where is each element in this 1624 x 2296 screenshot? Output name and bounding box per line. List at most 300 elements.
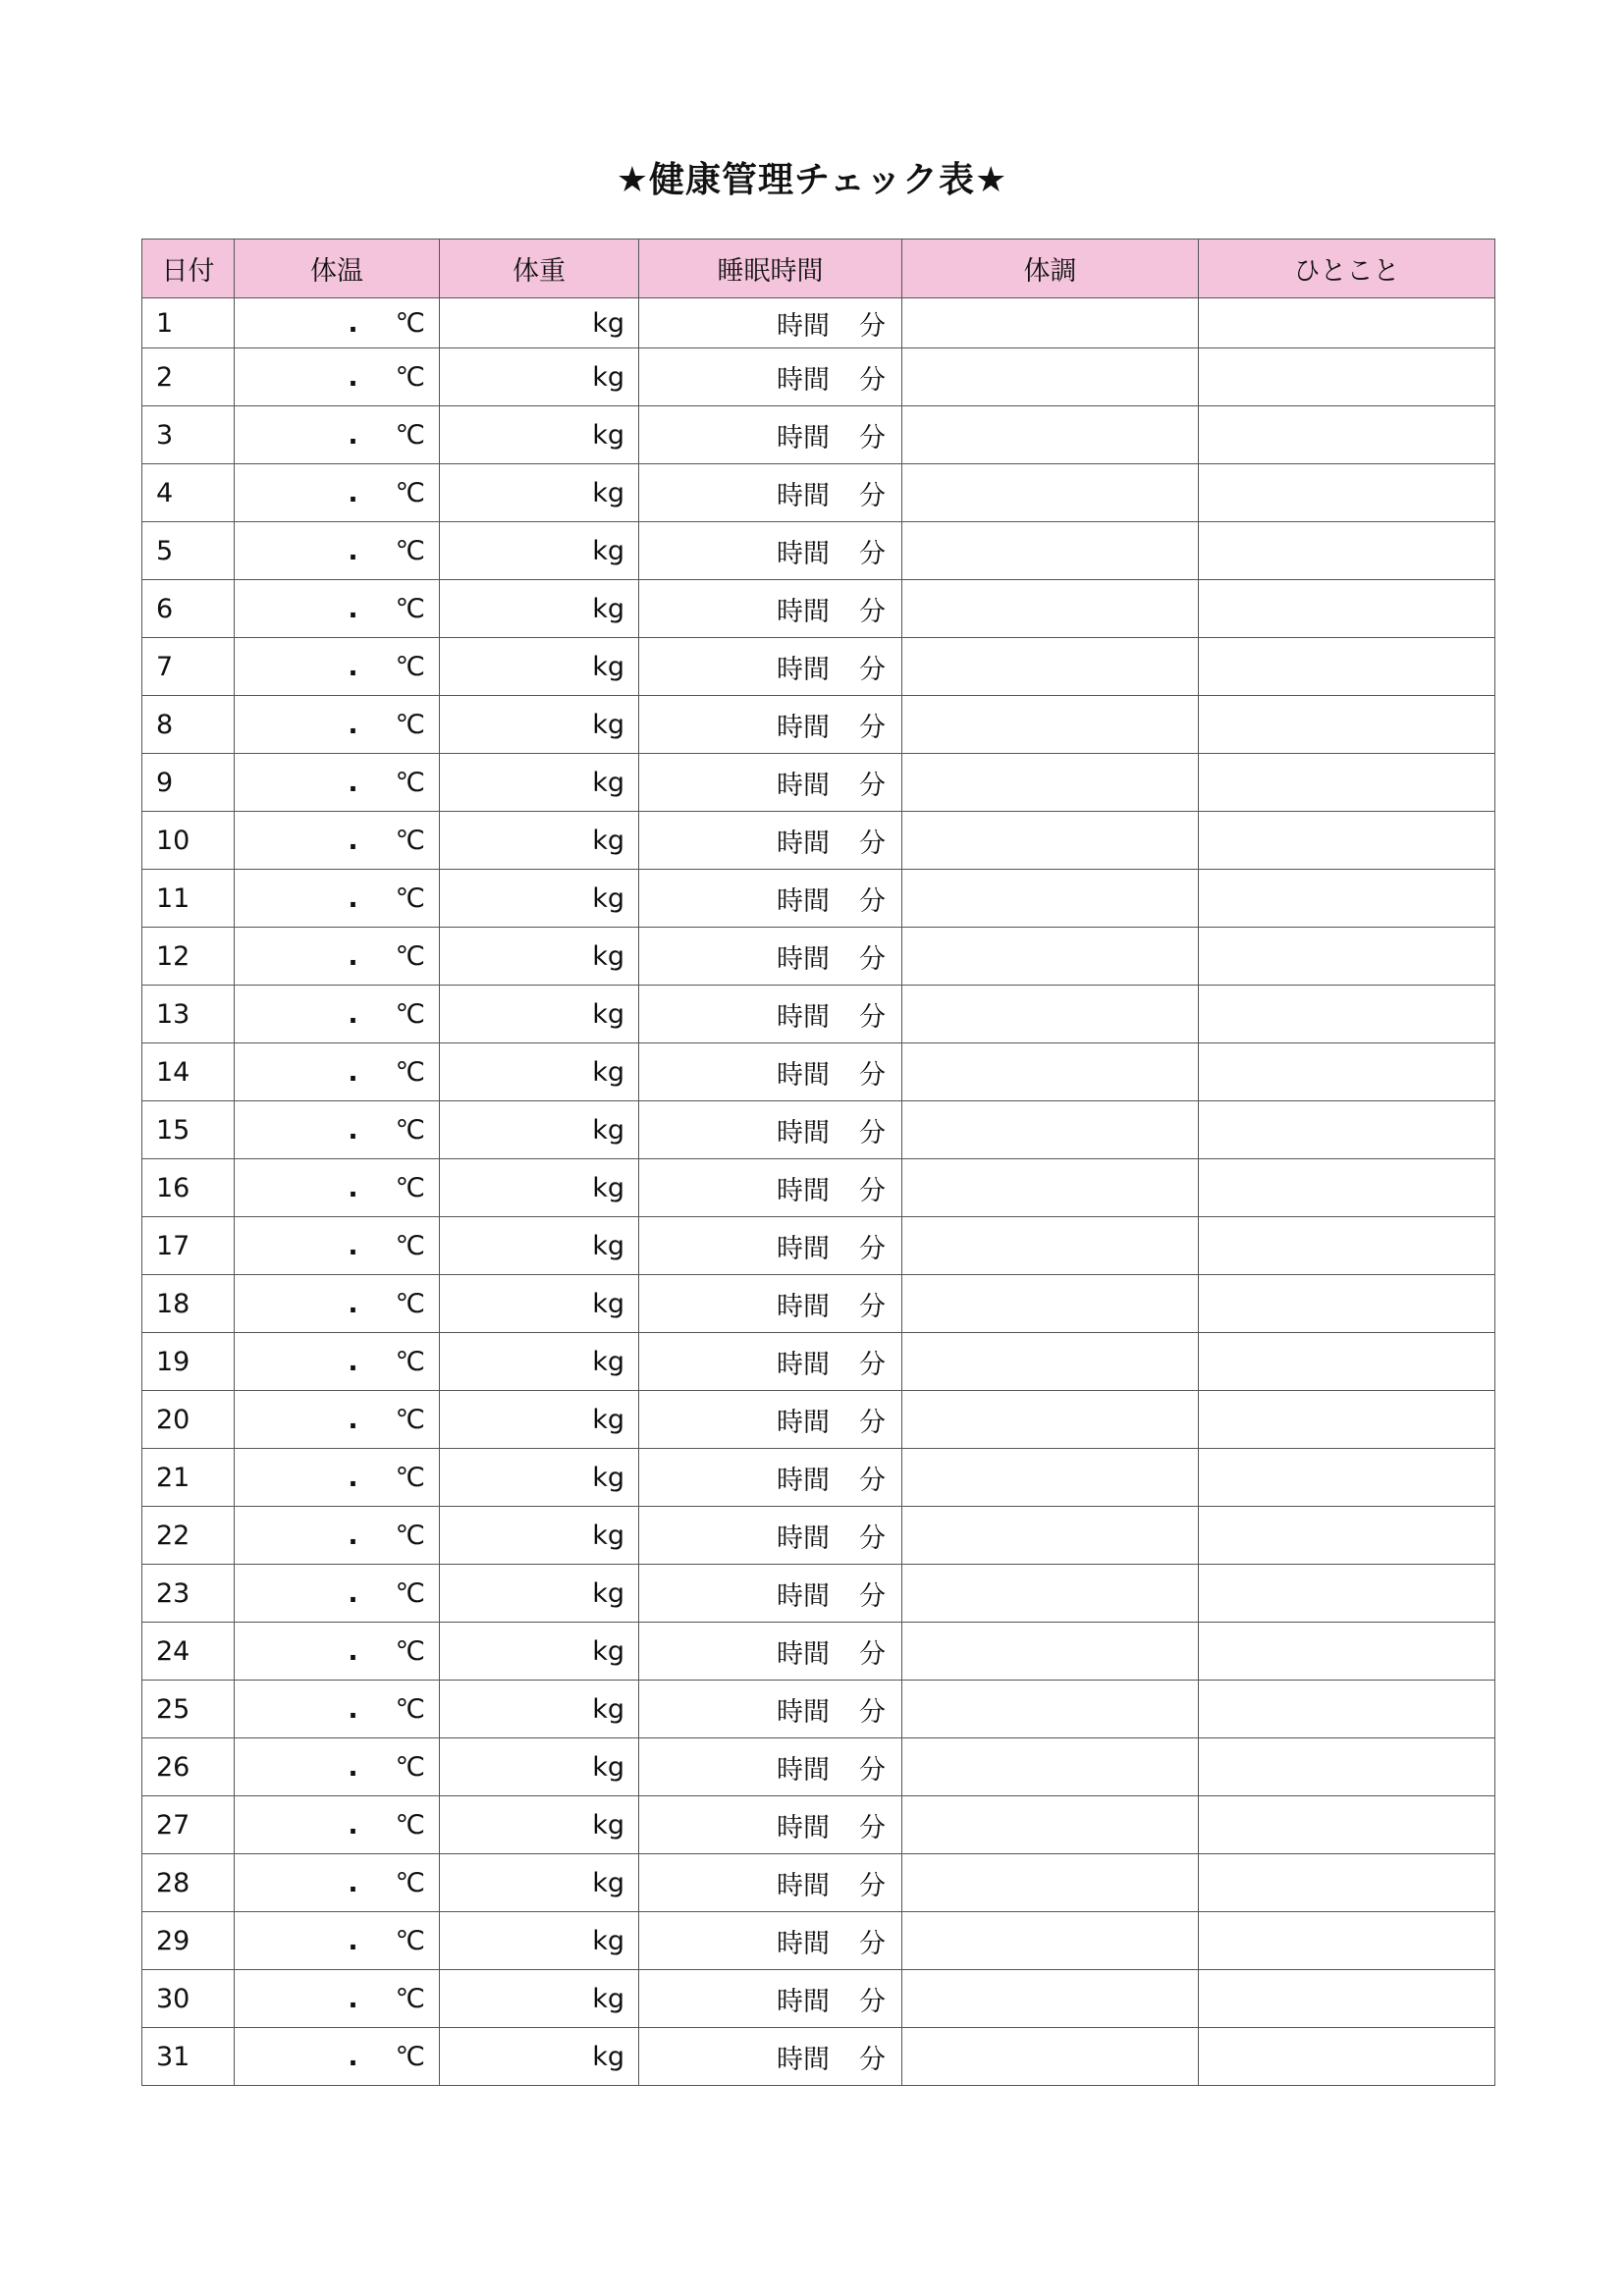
sleep-minutes-label: 分 [859, 1175, 886, 1206]
temperature-cell[interactable] [235, 464, 440, 522]
condition-cell[interactable] [902, 1623, 1199, 1681]
temperature-unit: ℃ [395, 1114, 425, 1146]
weight-cell[interactable] [440, 1275, 639, 1333]
temperature-cell[interactable] [235, 298, 440, 348]
comment-cell[interactable] [1199, 464, 1495, 522]
weight-cell[interactable] [440, 464, 639, 522]
sleep-hours-label: 時間 [777, 1465, 830, 1496]
temperature-decimal-point: . [348, 1809, 358, 1841]
comment-cell[interactable] [1199, 1565, 1495, 1623]
temperature-unit: ℃ [395, 1172, 425, 1203]
comment-cell[interactable] [1199, 580, 1495, 638]
sleep-hours-label: 時間 [777, 2044, 830, 2075]
weight-unit: kg [592, 1925, 624, 1956]
weight-cell[interactable] [440, 2028, 639, 2086]
temperature-decimal-point: . [348, 940, 358, 972]
table-row [142, 1854, 1495, 1912]
comment-cell[interactable] [1199, 298, 1495, 348]
sleep-hours-label: 時間 [777, 1407, 830, 1438]
sleep-minutes-label: 分 [859, 596, 886, 627]
table-row [142, 1101, 1495, 1159]
comment-cell[interactable] [1199, 1217, 1495, 1275]
table-row [142, 348, 1495, 406]
temperature-cell[interactable] [235, 638, 440, 696]
day-number: 9 [142, 754, 235, 812]
weight-cell[interactable] [440, 406, 639, 464]
day-number: 8 [142, 696, 235, 754]
table-row [142, 298, 1495, 348]
sleep-cell[interactable] [639, 696, 902, 754]
temperature-cell[interactable] [235, 522, 440, 580]
weight-cell[interactable] [440, 298, 639, 348]
temperature-cell[interactable] [235, 1159, 440, 1217]
weight-cell[interactable] [440, 1912, 639, 1970]
sleep-cell[interactable] [639, 1738, 902, 1796]
weight-unit: kg [592, 1404, 624, 1435]
condition-cell[interactable] [902, 464, 1199, 522]
temperature-decimal-point: . [348, 1346, 358, 1377]
condition-cell[interactable] [902, 298, 1199, 348]
day-number: 3 [142, 406, 235, 464]
table-row [142, 696, 1495, 754]
temperature-decimal-point: . [348, 593, 358, 624]
condition-cell[interactable] [902, 1796, 1199, 1854]
temperature-decimal-point: . [348, 1404, 358, 1435]
comment-cell[interactable] [1199, 1159, 1495, 1217]
weight-unit: kg [592, 593, 624, 624]
temperature-unit: ℃ [395, 767, 425, 798]
sleep-minutes-label: 分 [859, 2044, 886, 2075]
weight-unit: kg [592, 535, 624, 566]
weight-cell[interactable] [440, 1507, 639, 1565]
condition-cell[interactable] [902, 1101, 1199, 1159]
comment-cell[interactable] [1199, 2028, 1495, 2086]
day-number: 30 [142, 1970, 235, 2028]
weight-cell[interactable] [440, 754, 639, 812]
comment-cell[interactable] [1199, 1681, 1495, 1738]
temperature-decimal-point: . [348, 1056, 358, 1088]
table-row [142, 1970, 1495, 2028]
condition-cell[interactable] [902, 1565, 1199, 1623]
comment-cell[interactable] [1199, 870, 1495, 928]
sleep-minutes-label: 分 [859, 654, 886, 685]
sleep-cell[interactable] [639, 1159, 902, 1217]
weight-unit: kg [592, 1520, 624, 1551]
weight-unit: kg [592, 307, 624, 339]
day-number: 22 [142, 1507, 235, 1565]
condition-cell[interactable] [902, 2028, 1199, 2086]
weight-unit: kg [592, 998, 624, 1030]
temperature-cell[interactable] [235, 1391, 440, 1449]
table-row [142, 1391, 1495, 1449]
sleep-cell[interactable] [639, 580, 902, 638]
sleep-cell[interactable] [639, 298, 902, 348]
sleep-cell[interactable] [639, 348, 902, 406]
comment-cell[interactable] [1199, 696, 1495, 754]
table-row [142, 1159, 1495, 1217]
weight-cell[interactable] [440, 1043, 639, 1101]
weight-cell[interactable] [440, 580, 639, 638]
table-row [142, 406, 1495, 464]
condition-cell[interactable] [902, 1738, 1199, 1796]
weight-unit: kg [592, 361, 624, 393]
condition-cell[interactable] [902, 812, 1199, 870]
temperature-decimal-point: . [348, 361, 358, 393]
weight-cell[interactable] [440, 1565, 639, 1623]
weight-unit: kg [592, 1867, 624, 1898]
weight-cell[interactable] [440, 1449, 639, 1507]
sleep-minutes-label: 分 [859, 1117, 886, 1148]
table-row [142, 1796, 1495, 1854]
condition-cell[interactable] [902, 638, 1199, 696]
comment-cell[interactable] [1199, 1623, 1495, 1681]
comment-cell[interactable] [1199, 1912, 1495, 1970]
sleep-minutes-label: 分 [859, 1465, 886, 1496]
temperature-cell[interactable] [235, 1623, 440, 1681]
temperature-unit: ℃ [395, 477, 425, 508]
sleep-hours-label: 時間 [777, 1349, 830, 1380]
temperature-decimal-point: . [348, 709, 358, 740]
temperature-decimal-point: . [348, 477, 358, 508]
temperature-decimal-point: . [348, 998, 358, 1030]
condition-cell[interactable] [902, 1449, 1199, 1507]
comment-cell[interactable] [1199, 812, 1495, 870]
condition-cell[interactable] [902, 928, 1199, 986]
table-row [142, 2028, 1495, 2086]
temperature-decimal-point: . [348, 1867, 358, 1898]
sleep-cell[interactable] [639, 1854, 902, 1912]
temperature-decimal-point: . [348, 535, 358, 566]
condition-cell[interactable] [902, 754, 1199, 812]
temperature-unit: ℃ [395, 825, 425, 856]
sleep-cell[interactable] [639, 1970, 902, 2028]
temperature-unit: ℃ [395, 1867, 425, 1898]
temperature-cell[interactable] [235, 1565, 440, 1623]
sleep-hours-label: 時間 [777, 1117, 830, 1148]
temperature-decimal-point: . [348, 307, 358, 339]
temperature-decimal-point: . [348, 1925, 358, 1956]
temperature-cell[interactable] [235, 1275, 440, 1333]
comment-cell[interactable] [1199, 638, 1495, 696]
sleep-hours-label: 時間 [777, 654, 830, 685]
temperature-cell[interactable] [235, 1449, 440, 1507]
weight-cell[interactable] [440, 1217, 639, 1275]
comment-cell[interactable] [1199, 754, 1495, 812]
condition-cell[interactable] [902, 696, 1199, 754]
temperature-decimal-point: . [348, 1462, 358, 1493]
sleep-minutes-label: 分 [859, 538, 886, 569]
table-row [142, 638, 1495, 696]
sleep-cell[interactable] [639, 1796, 902, 1854]
table-row [142, 986, 1495, 1043]
day-number: 7 [142, 638, 235, 696]
temperature-decimal-point: . [348, 1520, 358, 1551]
weight-unit: kg [592, 1462, 624, 1493]
day-number: 31 [142, 2028, 235, 2086]
sleep-cell[interactable] [639, 1217, 902, 1275]
temperature-unit: ℃ [395, 1288, 425, 1319]
temperature-cell[interactable] [235, 580, 440, 638]
sleep-cell[interactable] [639, 1565, 902, 1623]
comment-cell[interactable] [1199, 986, 1495, 1043]
condition-cell[interactable] [902, 1912, 1199, 1970]
sleep-hours-label: 時間 [777, 1638, 830, 1670]
condition-cell[interactable] [902, 1043, 1199, 1101]
sleep-cell[interactable] [639, 1391, 902, 1449]
day-number: 1 [142, 298, 235, 348]
temperature-decimal-point: . [348, 1288, 358, 1319]
sleep-cell[interactable] [639, 1275, 902, 1333]
condition-cell[interactable] [902, 1391, 1199, 1449]
comment-cell[interactable] [1199, 348, 1495, 406]
temperature-decimal-point: . [348, 651, 358, 682]
sleep-minutes-label: 分 [859, 1754, 886, 1786]
comment-cell[interactable] [1199, 1101, 1495, 1159]
weight-cell[interactable] [440, 522, 639, 580]
condition-cell[interactable] [902, 1333, 1199, 1391]
sleep-hours-label: 時間 [777, 1059, 830, 1091]
weight-cell[interactable] [440, 1391, 639, 1449]
condition-cell[interactable] [902, 1507, 1199, 1565]
temperature-unit: ℃ [395, 882, 425, 914]
comment-cell[interactable] [1199, 406, 1495, 464]
table-row [142, 1738, 1495, 1796]
temperature-cell[interactable] [235, 1333, 440, 1391]
comment-cell[interactable] [1199, 1970, 1495, 2028]
sleep-minutes-label: 分 [859, 1986, 886, 2017]
day-number: 11 [142, 870, 235, 928]
temperature-cell[interactable] [235, 1912, 440, 1970]
temperature-cell[interactable] [235, 1796, 440, 1854]
temperature-unit: ℃ [395, 1577, 425, 1609]
temperature-decimal-point: . [348, 2041, 358, 2072]
sleep-cell[interactable] [639, 638, 902, 696]
sleep-cell[interactable] [639, 2028, 902, 2086]
temperature-decimal-point: . [348, 1751, 358, 1783]
sleep-minutes-label: 分 [859, 828, 886, 859]
weight-cell[interactable] [440, 1681, 639, 1738]
sleep-hours-label: 時間 [777, 712, 830, 743]
sleep-cell[interactable] [639, 1623, 902, 1681]
temperature-cell[interactable] [235, 986, 440, 1043]
sleep-hours-label: 時間 [777, 770, 830, 801]
temperature-cell[interactable] [235, 812, 440, 870]
sleep-hours-label: 時間 [777, 1696, 830, 1728]
temperature-cell[interactable] [235, 1043, 440, 1101]
temperature-cell[interactable] [235, 928, 440, 986]
condition-cell[interactable] [902, 1159, 1199, 1217]
temperature-cell[interactable] [235, 696, 440, 754]
day-number: 27 [142, 1796, 235, 1854]
condition-cell[interactable] [902, 580, 1199, 638]
weight-unit: kg [592, 1693, 624, 1725]
sleep-hours-label: 時間 [777, 1812, 830, 1843]
day-number: 25 [142, 1681, 235, 1738]
comment-cell[interactable] [1199, 1391, 1495, 1449]
temperature-unit: ℃ [395, 419, 425, 451]
weight-unit: kg [592, 1577, 624, 1609]
header-comment: ひとこと [1199, 240, 1495, 298]
sleep-hours-label: 時間 [777, 1870, 830, 1901]
sleep-cell[interactable] [639, 986, 902, 1043]
condition-cell[interactable] [902, 406, 1199, 464]
temperature-unit: ℃ [395, 1520, 425, 1551]
weight-cell[interactable] [440, 1796, 639, 1854]
temperature-unit: ℃ [395, 1056, 425, 1088]
sleep-cell[interactable] [639, 1333, 902, 1391]
weight-cell[interactable] [440, 928, 639, 986]
condition-cell[interactable] [902, 986, 1199, 1043]
sleep-cell[interactable] [639, 754, 902, 812]
table-row [142, 1217, 1495, 1275]
sleep-minutes-label: 分 [859, 1696, 886, 1728]
comment-cell[interactable] [1199, 1507, 1495, 1565]
comment-cell[interactable] [1199, 1333, 1495, 1391]
sleep-hours-label: 時間 [777, 1522, 830, 1554]
weight-cell[interactable] [440, 1738, 639, 1796]
weight-unit: kg [592, 940, 624, 972]
sleep-minutes-label: 分 [859, 1638, 886, 1670]
sleep-hours-label: 時間 [777, 1986, 830, 2017]
day-number: 23 [142, 1565, 235, 1623]
sleep-cell[interactable] [639, 406, 902, 464]
table-row [142, 1333, 1495, 1391]
table-row [142, 1623, 1495, 1681]
sleep-minutes-label: 分 [859, 364, 886, 396]
condition-cell[interactable] [902, 348, 1199, 406]
weight-cell[interactable] [440, 1970, 639, 2028]
day-number: 15 [142, 1101, 235, 1159]
table-row [142, 928, 1495, 986]
sleep-cell[interactable] [639, 1449, 902, 1507]
condition-cell[interactable] [902, 1217, 1199, 1275]
temperature-unit: ℃ [395, 940, 425, 972]
header-weight: 体重 [440, 240, 639, 298]
day-number: 14 [142, 1043, 235, 1101]
sleep-minutes-label: 分 [859, 480, 886, 511]
table-row [142, 754, 1495, 812]
sleep-hours-label: 時間 [777, 1233, 830, 1264]
day-number: 10 [142, 812, 235, 870]
sleep-minutes-label: 分 [859, 1407, 886, 1438]
weight-unit: kg [592, 709, 624, 740]
temperature-cell[interactable] [235, 870, 440, 928]
temperature-decimal-point: . [348, 1635, 358, 1667]
temperature-decimal-point: . [348, 419, 358, 451]
temperature-unit: ℃ [395, 709, 425, 740]
weight-cell[interactable] [440, 1101, 639, 1159]
temperature-unit: ℃ [395, 651, 425, 682]
weight-cell[interactable] [440, 1854, 639, 1912]
comment-cell[interactable] [1199, 1796, 1495, 1854]
weight-unit: kg [592, 1346, 624, 1377]
comment-cell[interactable] [1199, 522, 1495, 580]
sleep-minutes-label: 分 [859, 1870, 886, 1901]
temperature-unit: ℃ [395, 1983, 425, 2014]
comment-cell[interactable] [1199, 1275, 1495, 1333]
comment-cell[interactable] [1199, 928, 1495, 986]
day-number: 2 [142, 348, 235, 406]
temperature-unit: ℃ [395, 1925, 425, 1956]
sleep-hours-label: 時間 [777, 364, 830, 396]
weight-cell[interactable] [440, 812, 639, 870]
temperature-cell[interactable] [235, 754, 440, 812]
temperature-decimal-point: . [348, 767, 358, 798]
weight-cell[interactable] [440, 1159, 639, 1217]
day-number: 13 [142, 986, 235, 1043]
sleep-cell[interactable] [639, 870, 902, 928]
sleep-cell[interactable] [639, 1912, 902, 1970]
sleep-cell[interactable] [639, 464, 902, 522]
sleep-cell[interactable] [639, 1507, 902, 1565]
temperature-unit: ℃ [395, 998, 425, 1030]
temperature-unit: ℃ [395, 1809, 425, 1841]
comment-cell[interactable] [1199, 1043, 1495, 1101]
sleep-cell[interactable] [639, 1101, 902, 1159]
temperature-cell[interactable] [235, 1217, 440, 1275]
condition-cell[interactable] [902, 870, 1199, 928]
sleep-cell[interactable] [639, 1043, 902, 1101]
weight-cell[interactable] [440, 348, 639, 406]
sleep-cell[interactable] [639, 1681, 902, 1738]
condition-cell[interactable] [902, 1275, 1199, 1333]
temperature-cell[interactable] [235, 348, 440, 406]
temperature-cell[interactable] [235, 1681, 440, 1738]
sleep-minutes-label: 分 [859, 770, 886, 801]
temperature-cell[interactable] [235, 1738, 440, 1796]
temperature-unit: ℃ [395, 307, 425, 339]
temperature-cell[interactable] [235, 406, 440, 464]
temperature-cell[interactable] [235, 1854, 440, 1912]
condition-cell[interactable] [902, 522, 1199, 580]
table-row [142, 1681, 1495, 1738]
weight-cell[interactable] [440, 1623, 639, 1681]
weight-cell[interactable] [440, 696, 639, 754]
comment-cell[interactable] [1199, 1854, 1495, 1912]
weight-cell[interactable] [440, 870, 639, 928]
weight-cell[interactable] [440, 638, 639, 696]
comment-cell[interactable] [1199, 1449, 1495, 1507]
weight-unit: kg [592, 767, 624, 798]
sleep-minutes-label: 分 [859, 310, 886, 342]
table-row [142, 870, 1495, 928]
condition-cell[interactable] [902, 1970, 1199, 2028]
temperature-unit: ℃ [395, 593, 425, 624]
temperature-unit: ℃ [395, 1751, 425, 1783]
condition-cell[interactable] [902, 1854, 1199, 1912]
temperature-cell[interactable] [235, 1507, 440, 1565]
condition-cell[interactable] [902, 1681, 1199, 1738]
temperature-cell[interactable] [235, 1101, 440, 1159]
sleep-minutes-label: 分 [859, 1059, 886, 1091]
day-number: 24 [142, 1623, 235, 1681]
temperature-cell[interactable] [235, 2028, 440, 2086]
table-row [142, 522, 1495, 580]
sleep-cell[interactable] [639, 812, 902, 870]
temperature-cell[interactable] [235, 1970, 440, 2028]
comment-cell[interactable] [1199, 1738, 1495, 1796]
sleep-cell[interactable] [639, 928, 902, 986]
weight-cell[interactable] [440, 986, 639, 1043]
weight-cell[interactable] [440, 1333, 639, 1391]
table-row [142, 1275, 1495, 1333]
weight-unit: kg [592, 651, 624, 682]
temperature-decimal-point: . [348, 1114, 358, 1146]
page-title: ★健康管理チェック表★ [616, 160, 1008, 200]
sleep-cell[interactable] [639, 522, 902, 580]
temperature-decimal-point: . [348, 1230, 358, 1261]
day-number: 21 [142, 1449, 235, 1507]
